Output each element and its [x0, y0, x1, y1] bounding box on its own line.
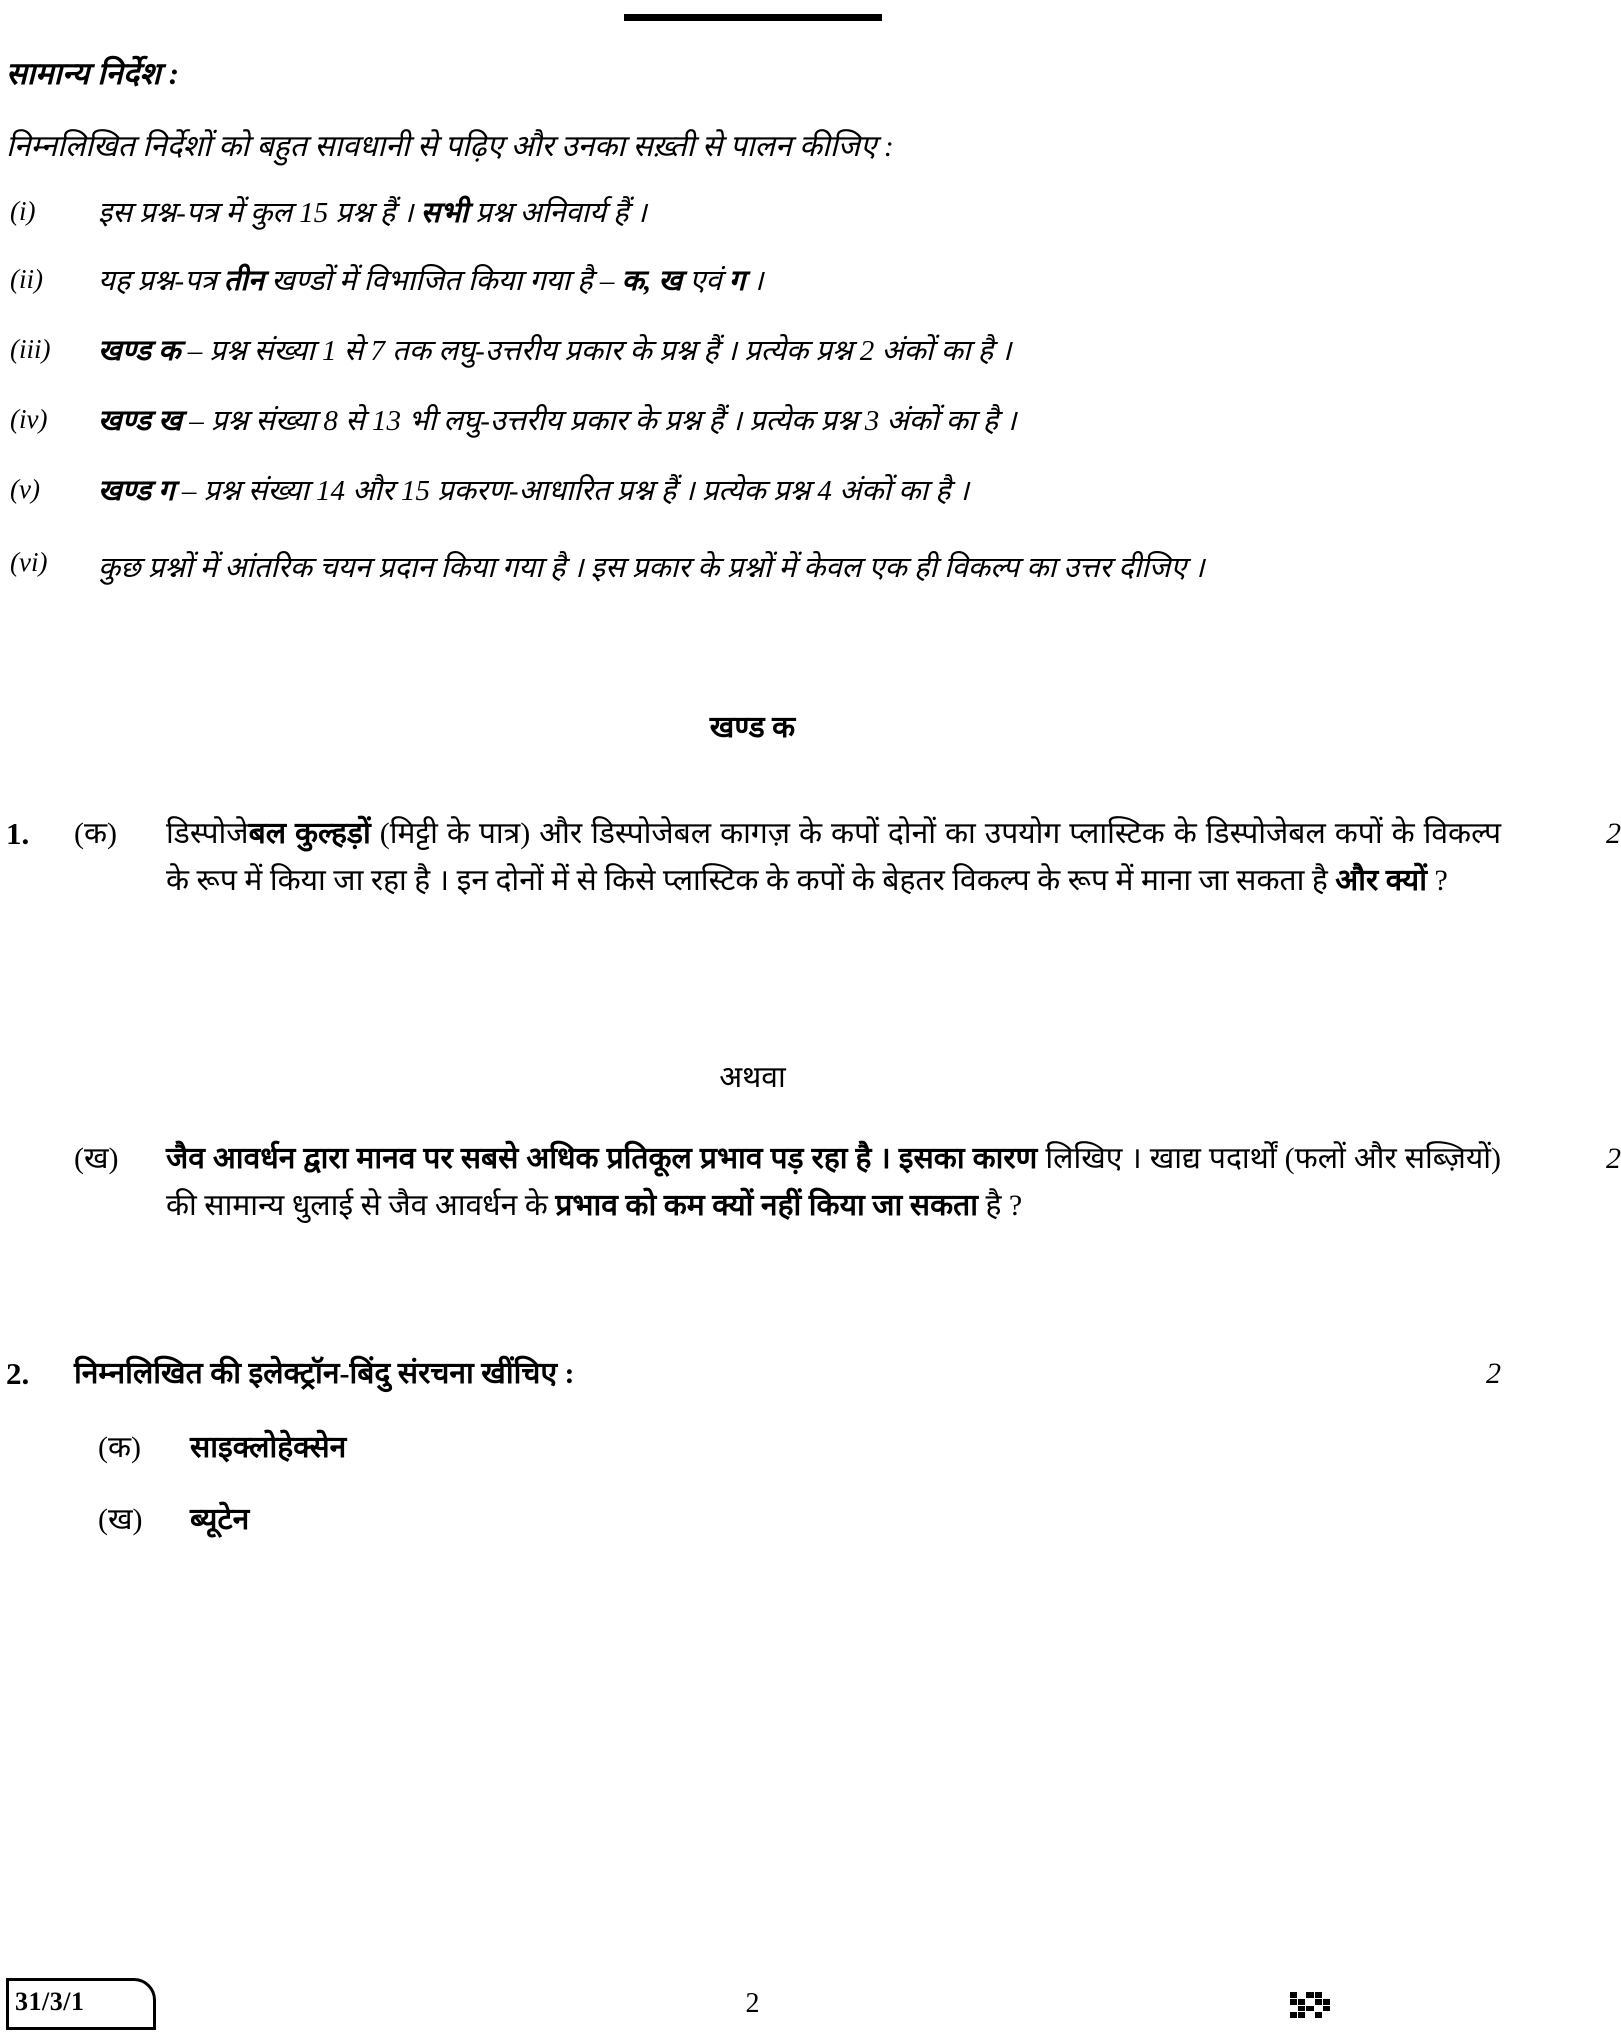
- question-text-bold: बल कुल्हड़ों: [248, 817, 371, 850]
- question-2-subpart-kha: [98, 1497, 898, 1538]
- instruction-item-vi: [6, 545, 1501, 592]
- instruction-item-iv: [6, 402, 1501, 440]
- question-2-subpart-ka: [98, 1425, 898, 1466]
- instruction-item-ii: [6, 262, 1386, 300]
- page-number: 2: [745, 1988, 760, 2019]
- alternative-label-athava: अथवा: [719, 1061, 786, 1094]
- subpart-label: (क): [98, 1431, 142, 1464]
- instructions-lede: निम्नलिखित निर्देशों को बहुत सावधानी से पढ़िए और उनका सख़्ती से पालन कीजिए :: [6, 130, 894, 163]
- instruction-text: [98, 402, 1501, 440]
- instruction-text: [98, 194, 1386, 232]
- question-part-label: (क): [74, 817, 118, 850]
- question-2: [6, 1350, 1501, 1399]
- question-text-bold2: प्रभाव को कम क्यों नहीं किया जा सकता: [555, 1189, 978, 1223]
- question-1-part-ka: [6, 810, 1621, 905]
- barcode-block-icon: [1290, 1992, 1330, 2018]
- instruction-text-suffix: – प्रश्न संख्या 8 से 13 भी लघु-उत्तरीय प्रकार के प्रश्न हैं । प्रत्येक प्रश्न 3 अंकों का है ।: [181, 405, 1017, 437]
- instruction-number: (iv): [10, 404, 48, 434]
- instruction-text-prefix: यह प्रश्न-पत्र: [98, 265, 224, 297]
- instruction-number: (i): [10, 196, 36, 226]
- instruction-text: [98, 472, 1501, 510]
- instruction-item-i: [6, 194, 1386, 232]
- subpart-label: (ख): [98, 1503, 143, 1536]
- instruction-text-bold2: क, ख: [621, 265, 683, 297]
- question-text-b: लिखिए । खाद्य पदार्थों (फलों और सब्ज़ियों) की सामान्य धुलाई से जैव आवर्धन के: [166, 1142, 1501, 1223]
- question-text: [166, 1135, 1621, 1230]
- section-heading-khand-ka: खण्ड क: [709, 711, 796, 744]
- instruction-text-bold: खण्ड ग: [98, 475, 175, 507]
- instruction-text-bold3: ग: [728, 265, 746, 297]
- question-marks: 2: [1606, 1142, 1621, 1175]
- instruction-item-iii: [6, 332, 1501, 370]
- instruction-text-bold: सभी: [420, 197, 469, 229]
- instruction-text-mid: खण्डों में विभाजित किया गया है –: [264, 265, 622, 297]
- paper-code-badge: 31/3/1: [6, 1978, 156, 2030]
- question-text-bold2: और क्यों: [1335, 864, 1427, 898]
- instruction-text-suffix: प्रश्न अनिवार्य हैं ।: [468, 197, 647, 229]
- question-text-bold: जैव आवर्धन द्वारा मानव पर सबसे अधिक प्रतिकूल प्रभाव पड़ रहा है । इसका कारण: [166, 1142, 1038, 1175]
- instruction-text-suffix: – प्रश्न संख्या 1 से 7 तक लघु-उत्तरीय प्रकार के प्रश्न हैं । प्रत्येक प्रश्न 2 अंकों का है ।: [180, 335, 1012, 367]
- instruction-number: (vi): [10, 547, 48, 577]
- instruction-text-bold: खण्ड क: [98, 335, 181, 367]
- subpart-text: साइक्लोहेक्सेन: [190, 1431, 347, 1464]
- question-text-c: (मिट्टी के पात्र) और डिस्पोजेबल कागज़ के कपों दोनों का उपयोग प्लास्टिक के डिस्पोजेबल कपों के विकल्प के रूप में किया जा रहा है । इन दोनों में से किसे प्लास्टिक के कपों के बेहतर विकल्प के रूप में माना जा सकता है: [166, 817, 1501, 898]
- question-part-label: (ख): [74, 1142, 119, 1175]
- question-number: 1.: [6, 816, 30, 851]
- question-text: [166, 810, 1621, 905]
- instruction-text: कुछ प्रश्नों में आंतरिक चयन प्रदान किया गया है । इस प्रकार के प्रश्नों में केवल एक ही विकल्प का उत्तर दीजिए ।: [98, 552, 1205, 584]
- instruction-text-suffix: ।: [745, 265, 764, 297]
- instruction-text-bold: खण्ड ख: [98, 405, 182, 437]
- question-text-a: डिस्पोजे: [166, 817, 249, 850]
- instruction-text-prefix: इस प्रश्न-पत्र में कुल 15 प्रश्न हैं ।: [98, 197, 421, 229]
- instruction-text-bold: तीन: [223, 265, 265, 297]
- question-number: 2.: [6, 1356, 30, 1391]
- instruction-text: [98, 332, 1501, 370]
- instruction-text: [98, 262, 1386, 300]
- divider-line: [624, 14, 882, 21]
- instruction-number: (ii): [10, 264, 43, 294]
- instruction-number: (iii): [10, 334, 51, 364]
- instruction-item-v: [6, 472, 1501, 510]
- question-1-part-kha: [6, 1135, 1621, 1230]
- question-marks: 2: [1486, 1357, 1501, 1390]
- subpart-text: ब्यूटेन: [190, 1503, 250, 1536]
- question-text: [74, 1350, 1501, 1397]
- question-marks: 2: [1606, 817, 1621, 850]
- question-text-d: है ?: [977, 1189, 1023, 1223]
- general-instructions-heading: सामान्य निर्देश :: [6, 56, 180, 91]
- top-divider-rule: [0, 8, 1505, 26]
- instruction-number: (v): [10, 474, 40, 504]
- instruction-text-suffix: – प्रश्न संख्या 14 और 15 प्रकरण-आधारित प्रश्न हैं । प्रत्येक प्रश्न 4 अंकों का है ।: [174, 475, 969, 507]
- instruction-text-mid2: एवं: [682, 265, 729, 297]
- question-text-bold: निम्नलिखित की इलेक्ट्रॉन-बिंदु संरचना खींचिए :: [74, 1357, 575, 1390]
- question-text-e: ?: [1426, 864, 1448, 898]
